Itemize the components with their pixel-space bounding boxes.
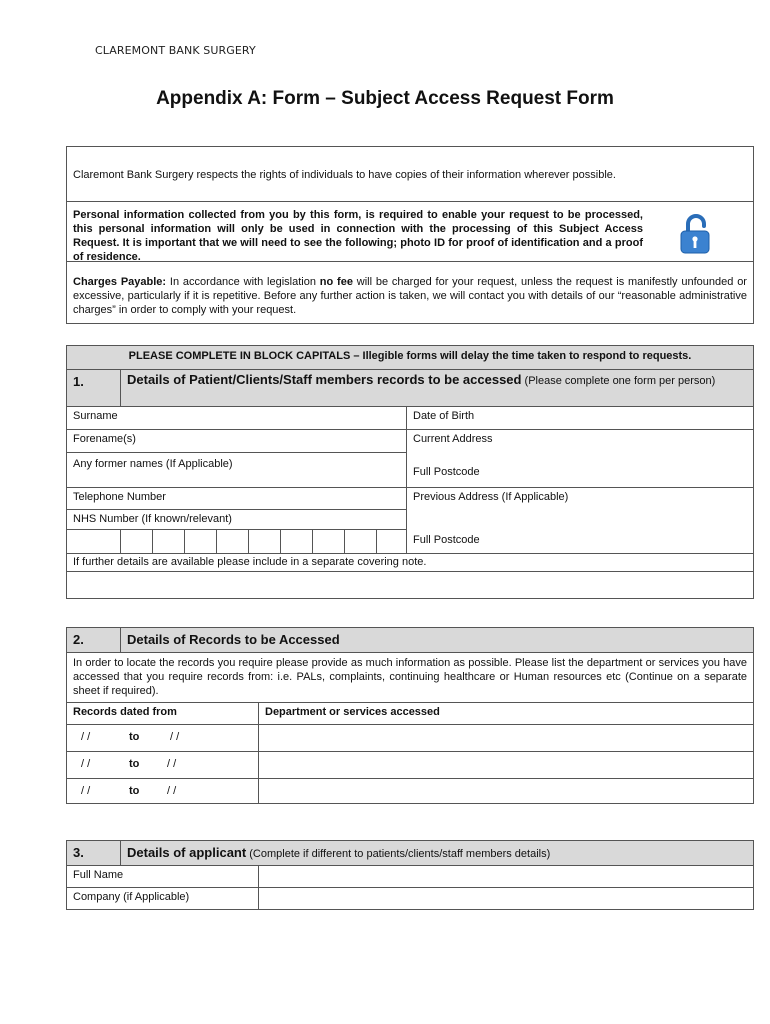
nhs-digit-box[interactable] <box>185 530 217 554</box>
nhs-digit-box[interactable] <box>249 530 281 554</box>
section2-number: 2. <box>67 628 121 653</box>
date-from: / / <box>81 758 91 770</box>
full-postcode-label-1: Full Postcode <box>413 466 480 478</box>
date-to-label: to <box>129 785 140 797</box>
block-capitals-banner: PLEASE COMPLETE IN BLOCK CAPITALS – Illegible forms will delay the time taken to respond to requests. <box>67 346 753 370</box>
nhs-digit-box[interactable] <box>217 530 249 554</box>
charges-text-2: will be charged for your request, unless the request is manifestly unfounded or excessive, particularly if it is repetitive. Before any further action is taken, we will contact you with details of our “reasonable administrative charges” in order to comply with your request. <box>73 276 747 316</box>
current-address-field[interactable] <box>407 430 753 488</box>
nhs-digit-box[interactable] <box>153 530 185 554</box>
personal-info-statement <box>67 202 753 262</box>
date-from: / / <box>81 731 91 743</box>
department-field-1[interactable] <box>259 725 753 752</box>
charges-label: Charges Payable: <box>73 276 167 288</box>
nhs-digit-box[interactable] <box>281 530 313 554</box>
personal-info-text: Personal information collected from you by this form, is required to enable your request to be processed, this personal information will only be used in connection with the processing of this Subject Access Request. It is important that we will need to see the following; photo ID for proof of identification and a proof of residence. <box>73 209 643 263</box>
open-padlock-icon <box>679 214 713 254</box>
date-until: / / <box>167 785 177 797</box>
section3-heading <box>121 841 753 866</box>
further-details-field[interactable] <box>67 572 753 598</box>
section3-number: 3. <box>67 841 121 866</box>
page-title: Appendix A: Form – Subject Access Request Form <box>156 88 614 109</box>
section1-note: (Please complete one form per person) <box>521 375 716 387</box>
telephone-field[interactable]: Telephone Number <box>67 488 407 510</box>
section1-number: 1. <box>67 370 121 407</box>
dob-field[interactable]: Date of Birth <box>407 407 753 430</box>
full-name-label: Full Name <box>67 866 259 888</box>
date-range-row-3[interactable] <box>67 779 259 803</box>
date-from: / / <box>81 785 91 797</box>
section1-heading <box>121 370 753 407</box>
further-details-note: If further details are available please include in a separate covering note. <box>67 554 753 572</box>
date-until: / / <box>167 758 177 770</box>
department-field-3[interactable] <box>259 779 753 803</box>
section3-title: Details of applicant <box>127 845 247 860</box>
previous-address-label: Previous Address (If Applicable) <box>413 491 569 503</box>
intro-box <box>66 146 754 324</box>
nhs-digit-box[interactable] <box>67 530 121 554</box>
current-address-label: Current Address <box>413 433 493 445</box>
section3-note: (Complete if different to patients/clients/staff members details) <box>246 848 551 860</box>
surname-field[interactable]: Surname <box>67 407 407 430</box>
nhs-digit-box[interactable] <box>313 530 345 554</box>
nhs-number-label: NHS Number (If known/relevant) <box>67 510 407 530</box>
forenames-field[interactable]: Forename(s) <box>67 430 407 453</box>
charges-statement <box>67 262 753 325</box>
former-names-field[interactable]: Any former names (If Applicable) <box>67 453 407 488</box>
nhs-digit-box[interactable] <box>121 530 153 554</box>
date-range-row-1[interactable] <box>67 725 259 752</box>
organisation-header: CLAREMONT BANK SURGERY <box>95 44 256 57</box>
date-until: / / <box>170 731 180 743</box>
section2-instructions: In order to locate the records you require please provide as much information as possible. Please list the department or services you have accessed that you require records from: i.e. PALs, complaints, continuing healthcare or Human resources etc (Continue on a separate sheet if required). <box>67 653 753 703</box>
company-field[interactable] <box>259 888 753 909</box>
section1-table <box>66 345 754 599</box>
records-dated-header: Records dated from <box>67 703 259 725</box>
section2-table <box>66 627 754 804</box>
full-postcode-label-2: Full Postcode <box>413 534 480 546</box>
department-field-2[interactable] <box>259 752 753 779</box>
company-label: Company (if Applicable) <box>67 888 259 909</box>
date-to-label: to <box>129 731 140 743</box>
full-name-field[interactable] <box>259 866 753 888</box>
previous-address-field[interactable] <box>407 488 753 554</box>
nhs-digit-box[interactable] <box>377 530 407 554</box>
nhs-digit-box[interactable] <box>345 530 377 554</box>
section1-title: Details of Patient/Clients/Staff members records to be accessed <box>127 372 522 387</box>
section3-table <box>66 840 754 910</box>
date-range-row-2[interactable] <box>67 752 259 779</box>
department-header: Department or services accessed <box>259 703 753 725</box>
rights-statement: Claremont Bank Surgery respects the rights of individuals to have copies of their information wherever possible. <box>67 147 753 202</box>
section2-title: Details of Records to be Accessed <box>121 628 753 653</box>
charges-text-1: In accordance with legislation <box>166 276 320 288</box>
no-fee-text: no fee <box>319 276 353 288</box>
date-to-label: to <box>129 758 140 770</box>
